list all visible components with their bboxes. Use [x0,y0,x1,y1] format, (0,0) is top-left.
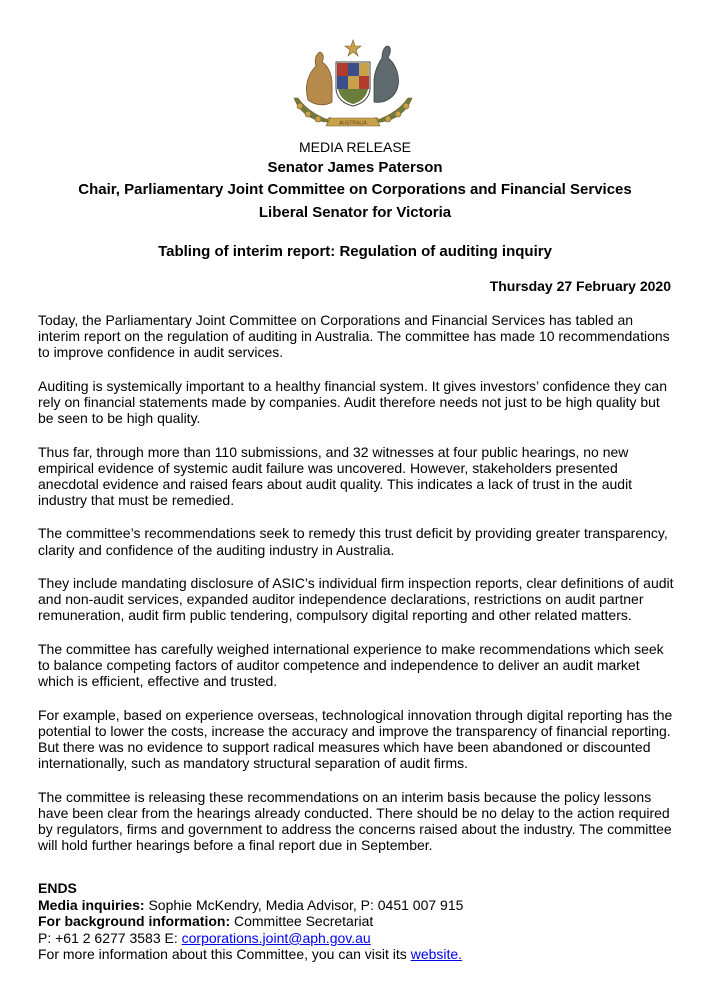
body-paragraph: The committee’s recommendations seek to remedy this trust deficit by providing greater transparency, clarity and confidence of the auditing industry in Australia. [38,525,668,558]
website-link[interactable]: website. [410,946,463,963]
contact-line [38,930,678,947]
background-info-label: For background information: [38,913,231,930]
body-paragraph: The committee is releasing these recommendations on an interim basis because the policy lessons have been clear from the hearings already conducted. There should be no delay to the action required by regulators, firms and government to address the concerns raised about the industry. The committee will hold further hearings before a final report due in September. [38,788,672,853]
kangaroo-figure [306,52,332,105]
australia-banner [326,118,380,127]
body-paragraph: For example, based on experience overseas, technological innovation through digital reporting has the potential to lower the costs, increase the accuracy and improve the transparency of financial reporting. But there was no evidence to support radical measures which have been abandoned or discounted internationally, such as mandatory structural separation of audit firms. [38,706,673,771]
ends-marker: ENDS [38,880,77,896]
shield-emblem [336,62,370,106]
senator-name: Senator James Paterson [267,159,443,176]
release-title: Tabling of interim report: Regulation of auditing inquiry [158,243,552,260]
media-inquiries-value: Sophie McKendry, Media Advisor, P: 0451 007 915 [144,896,464,913]
body-paragraph: Today, the Parliamentary Joint Committee on Corporations and Financial Services has tabled an interim report on the regulation of auditing in Australia. The committee has made 10 recommendations to improve confidence in audit services. [38,312,670,361]
senator-role: Chair, Parliamentary Joint Committee on Corporations and Financial Services [78,181,632,198]
release-footer [38,880,678,963]
star-icon [345,40,361,56]
body-paragraph: The committee has carefully weighed international experience to make recommendations which seek to balance competing factors of auditor competence and independence to deliver an audit market which is efficient, effective and trusted. [38,640,664,690]
more-info-line [38,946,678,963]
release-body [38,312,678,870]
svg-text:AUSTRALIA: AUSTRALIA [339,120,367,127]
body-paragraph: They include mandating disclosure of ASIC’s individual firm inspection reports, clear definitions of audit and non-audit services, expanded auditor independence declarations, restrictions on audit partner remuneration, audit firm public tendering, compulsory digital reporting and other related matters. [38,575,674,624]
background-info-line [38,913,678,930]
emu-figure [374,46,399,102]
body-paragraph: Auditing is systemically important to a healthy financial system. It gives investors’ confidence they can rely on financial statements made by companies. Audit therefore needs not just to be high quality but be seen to be high quality. [38,377,667,426]
body-paragraph: Thus far, through more than 110 submissions, and 32 witnesses at four public hearings, no new empirical evidence of systemic audit failure was uncovered. However, stakeholders presented anecdotal evidence and raised fears about audit quality. This indicates a lack of trust in the audit industry that must be remedied. [38,443,633,508]
senator-party: Liberal Senator for Victoria [258,204,452,221]
background-info-value: Committee Secretariat [230,913,374,930]
coat-of-arms-crest [286,36,420,136]
email-link[interactable]: corporations.joint@aph.gov.au [181,929,371,946]
media-inquiries-label: Media inquiries: [38,896,145,913]
contact-prefix: P: +61 2 6277 3583 E: [38,929,182,946]
media-inquiries-line [38,897,678,914]
media-release-label: MEDIA RELEASE [298,139,412,155]
more-info-prefix: For more information about this Committee, you can visit its [38,946,411,963]
release-date: Thursday 27 February 2020 [489,278,671,294]
